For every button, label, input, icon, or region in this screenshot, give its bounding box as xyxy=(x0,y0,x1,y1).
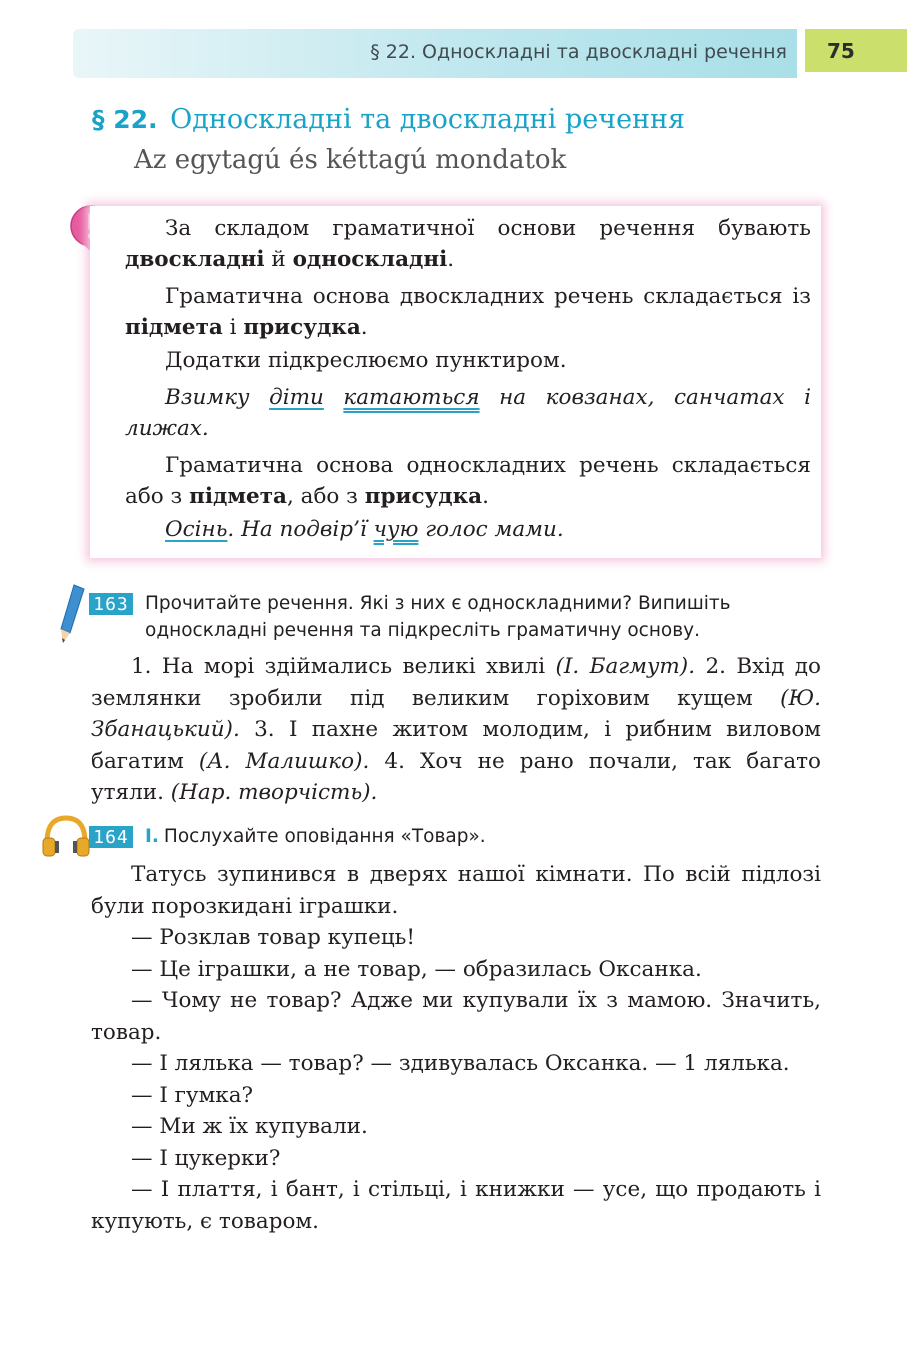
task-163-sentences xyxy=(91,651,821,809)
story-line: — Розклав товар купець! xyxy=(131,925,415,950)
rule-paragraph: За складом граматичної основи речення бувають двоскладні й односкладні. xyxy=(125,216,811,272)
story-line: — Ми ж їх купували. xyxy=(131,1114,368,1139)
pencil-icon xyxy=(56,583,88,645)
task-number-163: 163 xyxy=(89,593,133,615)
story-line: Татусь зупинився в дверях нашої кімнати. По всій підлозі були порозкидані іграшки. xyxy=(91,862,821,919)
rule-paragraph: Додатки підкреслюємо пунктиром. xyxy=(165,348,567,373)
story-line: — І цукерки? xyxy=(131,1145,281,1171)
story-line: — І плаття, і бант, і стільці, і книжки — усе, що продають і купують, є товаром. xyxy=(91,1177,821,1234)
story-line: — І гумка? xyxy=(131,1082,254,1108)
task-164-instruction: I. Послухайте оповідання «Товар». xyxy=(145,826,486,847)
section-subtitle: Az egytagú és kéttagú mondatok xyxy=(134,145,567,175)
rule-paragraph: Граматична основа односкладних речень складається або з підмета, або з присудка. xyxy=(125,453,811,509)
section-heading xyxy=(92,104,685,135)
rule-box xyxy=(90,206,821,558)
running-header-title: § 22. Односкладні та двоскладні речення xyxy=(370,41,787,63)
page-number: 75 xyxy=(805,29,907,72)
section-title: Односкладні та двоскладні речення xyxy=(170,104,686,135)
task-number-164: 164 xyxy=(89,826,133,848)
rule-example: Осінь. На подвір’ї чую голос мами. xyxy=(165,517,564,542)
headphones-icon xyxy=(41,812,91,860)
running-header xyxy=(73,29,797,78)
task-163-text: 1. На морі здіймались великі хвилі (І. Багмут). 2. Вхід до землянки зробили під великим горіховим кущем (Ю. Збанацький). 3. І пахне житом молодим, і рибним виловом багатим (А. Малишко). 4. Хоч не рано почали, так багато утяли. (Нар. творчість). xyxy=(91,654,821,805)
task-163-instruction: Прочитайте речення. Які з них є односкладними? Випишіть односкладні речення та підкресліть граматичну основу. xyxy=(145,593,731,641)
rule-example: Взимку діти катаються на ковзанах, санчатах і лижах. xyxy=(125,385,811,441)
story-line: — І лялька — товар? — здивувалась Оксанка. — 1 лялька. xyxy=(131,1051,790,1076)
rule-paragraph: Граматична основа двоскладних речень складається із підмета і присудка. xyxy=(125,284,811,340)
story-line: — Це іграшки, а не товар, — образилась Оксанка. xyxy=(131,956,702,982)
story-line: — Чому не товар? Адже ми купували їх з мамою. Значить, товар. xyxy=(91,988,821,1045)
section-number: § 22. xyxy=(92,105,158,134)
story-text xyxy=(91,859,821,1237)
